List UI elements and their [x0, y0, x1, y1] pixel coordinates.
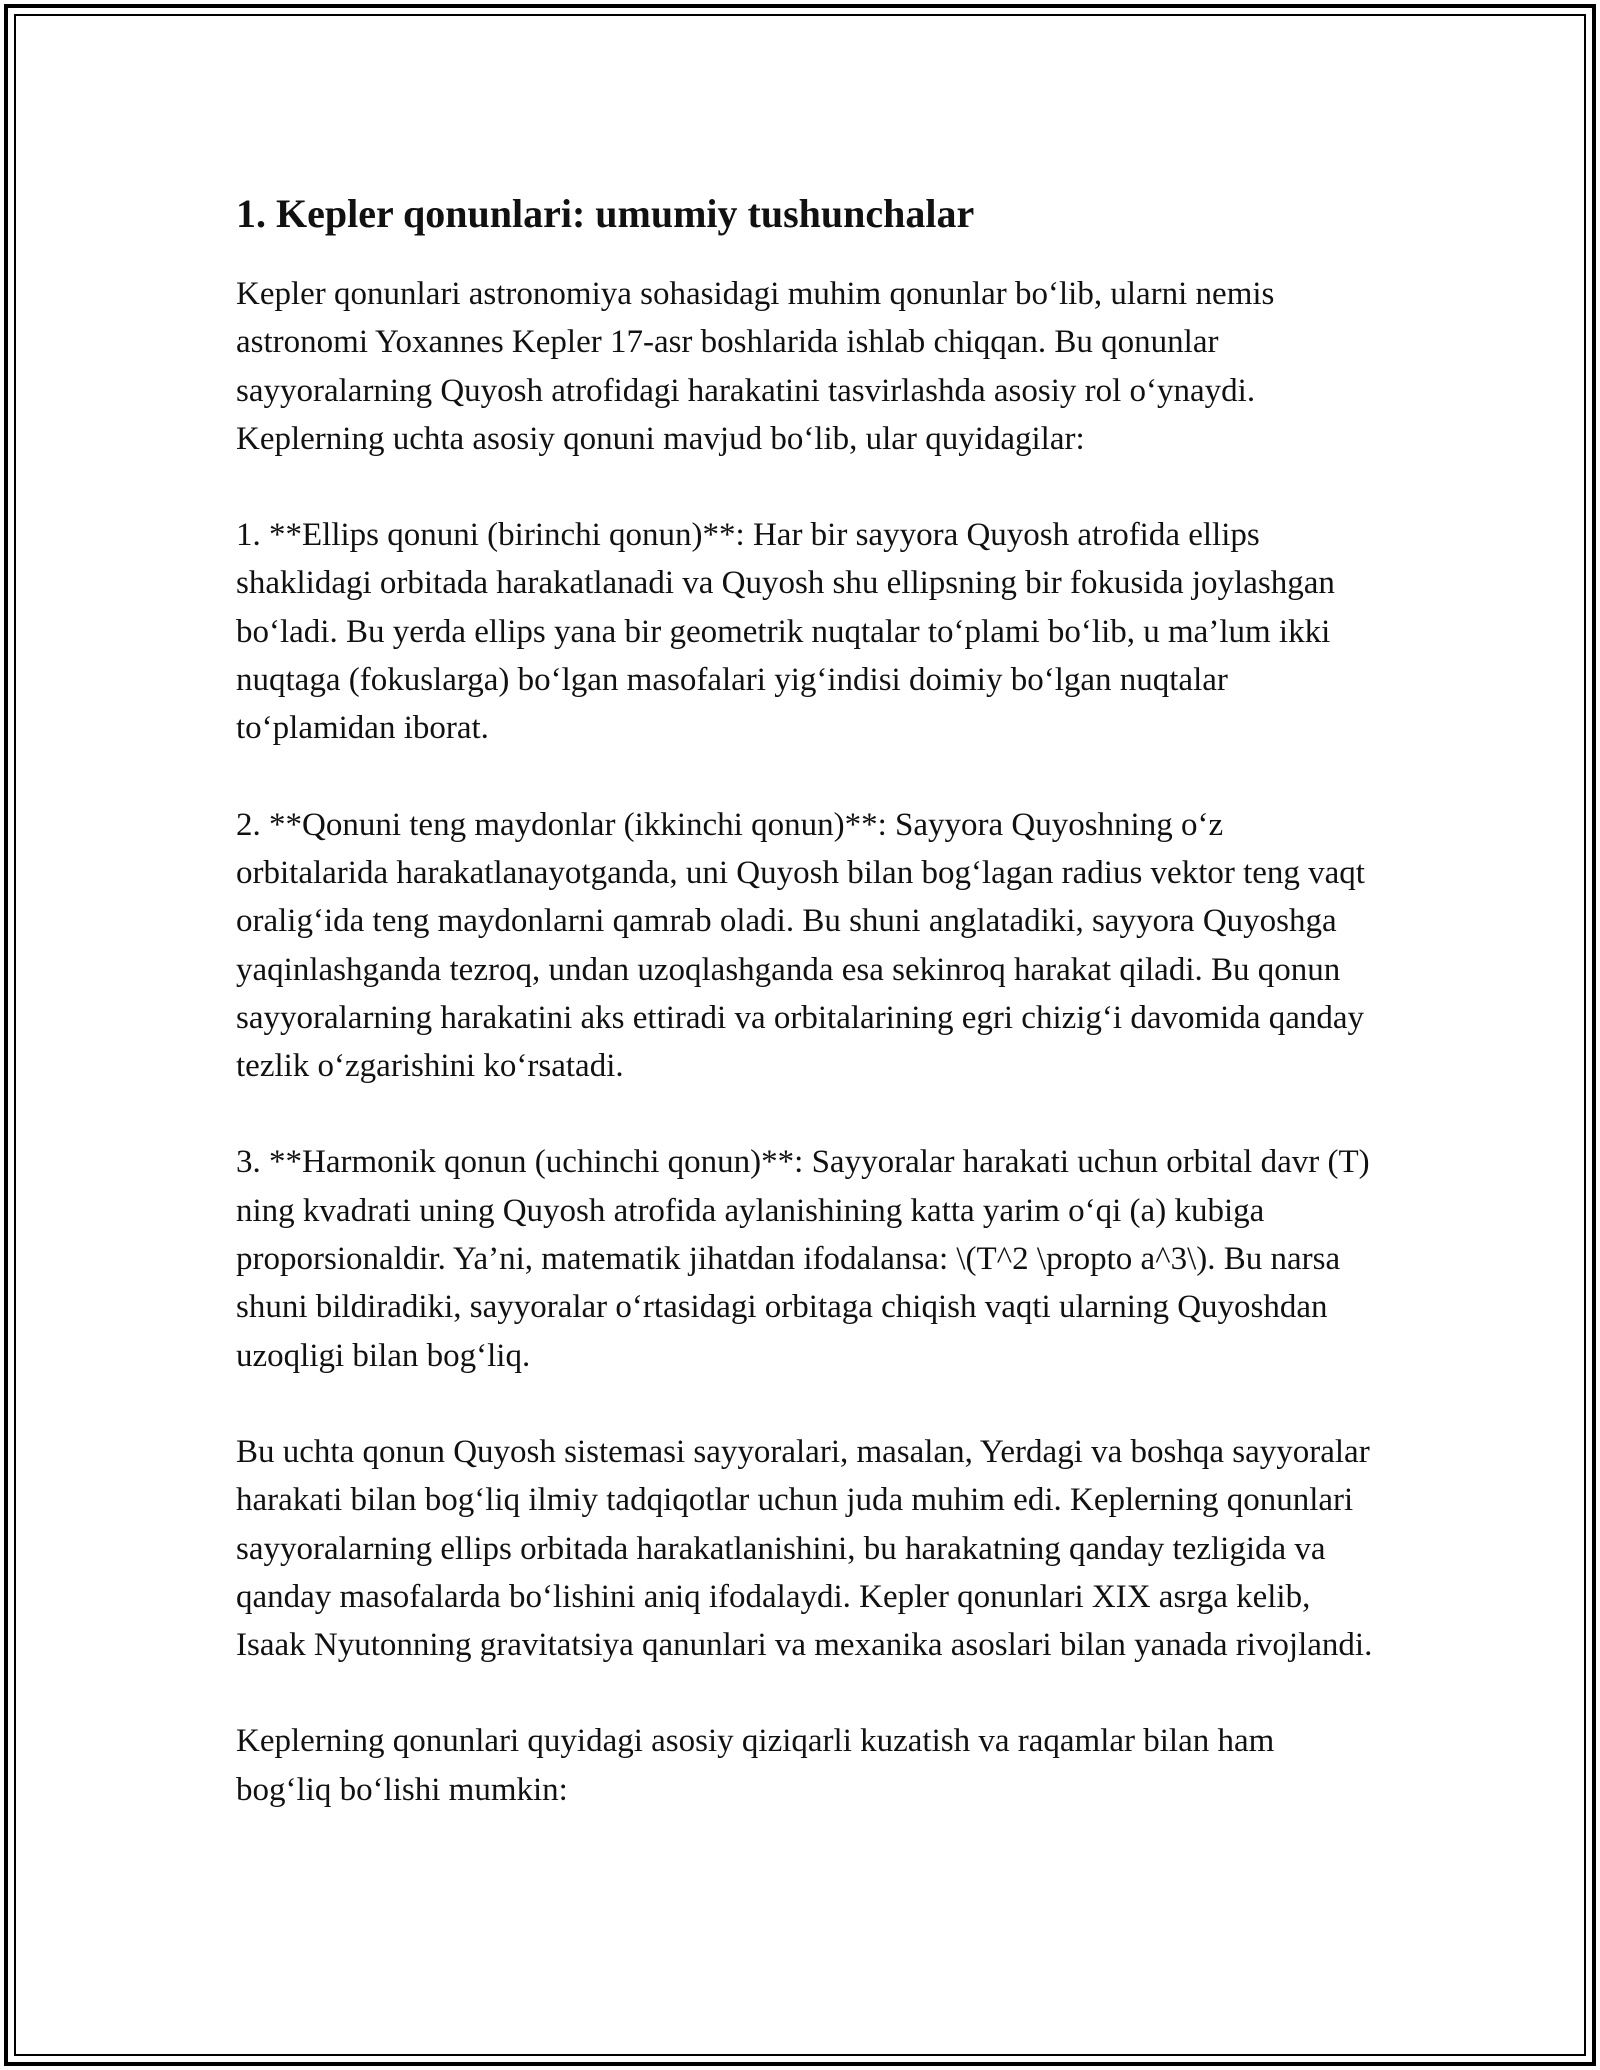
paragraph-second-law: 2. **Qonuni teng maydonlar (ikkinchi qonun)**: Sayyora Quyoshning o‘z orbitalarida harakatlanayotganda, uni Quyosh bilan bog‘lagan radius vektor teng vaqt oralig‘ida teng maydonlarni qamrab oladi. Bu shuni anglatadiki, sayyora Quyoshga yaqinlashganda tezroq, undan uzoqlashganda esa sekinroq harakat qiladi. Bu qonun sayyoralarning harakatini aks ettiradi va orbitalarining egri chizig‘i davomida qanday tezlik o‘zgarishini ko‘rsatadi.	[236, 806, 1365, 1085]
paragraph-first-law: 1. **Ellips qonuni (birinchi qonun)**: Har bir sayyora Quyosh atrofida ellips shaklidagi orbitada harakatlanadi va Quyosh shu ellipsning bir fokusida joylashgan bo‘ladi. Bu yerda ellips yana bir geometrik nuqtalar to‘plami bo‘lib, u ma’lum ikki nuqtaga (fokuslarga) bo‘lgan masofalari yig‘indisi doimiy bo‘lgan nuqtalar to‘plamidan iborat.	[236, 517, 1335, 747]
paragraph-significance: Bu uchta qonun Quyosh sistemasi sayyoralari, masalan, Yerdagi va boshqa sayyoralar harakati bilan bog‘liq ilmiy tadqiqotlar uchun juda muhim edi. Keplerning qonunlari sayyoralarning ellips orbitada harakatlanishini, bu harakatning qanday tezligida va qanday masofalarda bo‘lishini aniq ifodalaydi. Kepler qonunlari XIX asrga kelib, Isaak Nyutonning gravitatsiya qanunlari va mexanika asoslari bilan yanada rivojlandi.	[236, 1433, 1373, 1664]
paragraph-closing: Keplerning qonunlari quyidagi asosiy qiziqarli kuzatish va raqamlar bilan ham bog‘liq bo‘lishi mumkin:	[236, 1723, 1275, 1808]
section-heading: 1. Kepler qonunlari: umumiy tushunchalar	[236, 191, 975, 236]
document-body	[236, 186, 1376, 1862]
paragraph-third-law: 3. **Harmonik qonun (uchinchi qonun)**: Sayyoralar harakati uchun orbital davr (T) ning kvadrati uning Quyosh atrofida aylanishining katta yarim o‘qi (a) kubiga proporsionaldir. Ya’ni, matematik jihatdan ifodalansa: \(T^2 \propto a^3\). Bu narsa shuni bildiradiki, sayyoralar o‘rtasidagi orbitaga chiqish vaqti ularning Quyoshdan uzoqligi bilan bog‘liq.	[236, 1144, 1370, 1374]
paragraph-intro: Kepler qonunlari astronomiya sohasidagi muhim qonunlar bo‘lib, ularni nemis astronomi Yoxannes Kepler 17-asr boshlarida ishlab chiqqan. Bu qonunlar sayyoralarning Quyosh atrofidagi harakatini tasvirlashda asosiy rol o‘ynaydi. Keplerning uchta asosiy qonuni mavjud bo‘lib, ular quyidagilar:	[236, 276, 1275, 457]
